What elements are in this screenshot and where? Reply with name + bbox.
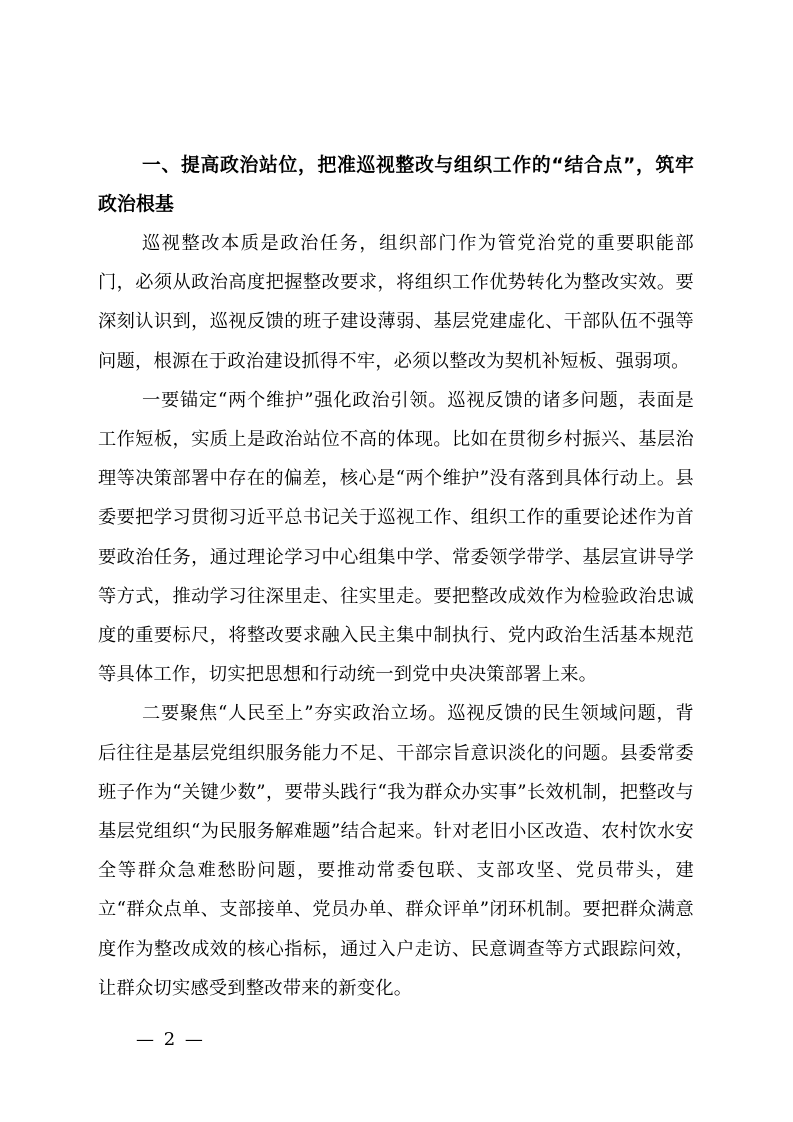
document-body — [98, 146, 694, 1008]
paragraph-people-first: 二要聚焦“人民至上”夯实政治立场。巡视反馈的民生领域问题，背后往往是基层党组织服务能力不足、干部宗旨意识淡化的问题。县委常委班子作为“关键少数”，要带头践行“我为群众办实事”长效机制，把整改与基层党组织“为民服务解难题”结合起来。针对老旧小区改造、农村饮水安全等群众急难愁盼问题，要推动常委包联、支部攻坚、党员带头，建立“群众点单、支部接单、党员办单、群众评单”闭环机制。要把群众满意度作为整改成效的核心指标，通过入户走访、民意调查等方式跟踪问效，让群众切实感受到整改带来的新变化。 — [98, 703, 694, 999]
page-number: — 2 — — [136, 1029, 205, 1050]
paragraph-intro: 巡视整改本质是政治任务，组织部门作为管党治党的重要职能部门，必须从政治高度把握整改要求，将组织工作优势转化为整改实效。要深刻认识到，巡视反馈的班子建设薄弱、基层党建虚化、干部队伍不强等问题，根源在于政治建设抓得不牢，必须以整改为契机补短板、强弱项。 — [98, 233, 694, 372]
paragraph-political-guidance: 一要锚定“两个维护”强化政治引领。巡视反馈的诸多问题，表面是工作短板，实质上是政治站位不高的体现。比如在贯彻乡村振兴、基层治理等决策部署中存在的偏差，核心是“两个维护”没有落到具体行动上。县委要把学习贯彻习近平总书记关于巡视工作、组织工作的重要论述作为首要政治任务，通过理论学习中心组集中学、常委领学带学、基层宣讲导学等方式，推动学习往深里走、往实里走。要把整改成效作为检验政治忠诚度的重要标尺，将整改要求融入民主集中制执行、党内政治生活基本规范等具体工作，切实把思想和行动统一到党中央决策部署上来。 — [98, 389, 694, 686]
section-heading: 一、提高政治站位，把准巡视整改与组织工作的“结合点”，筑牢政治根基 — [98, 155, 694, 215]
